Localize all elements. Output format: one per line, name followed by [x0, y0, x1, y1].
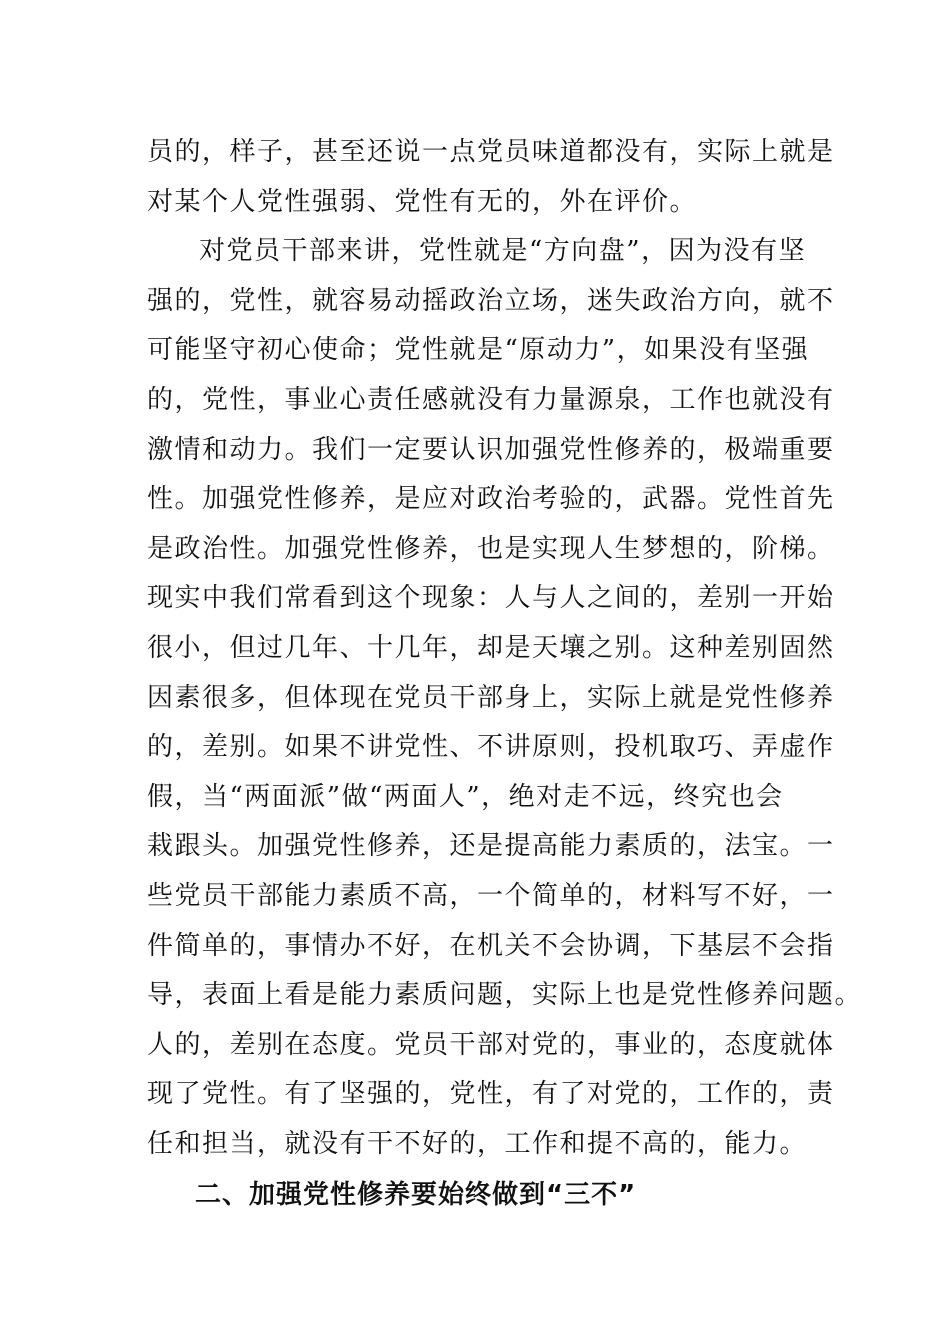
text-line: 性。加强党性修养，是应对政治考验的，武器。党性首先 — [147, 484, 835, 515]
text-line: 些党员干部能力素质不高，一个简单的，材料写不好，一 — [147, 880, 835, 911]
text-line: 人的，差别在态度。党员干部对党的，事业的，态度就体 — [147, 1029, 835, 1060]
text-line: 导，表面上看是能力素质问题，实际上也是党性修养问题。 — [147, 980, 863, 1011]
text-line: 现了党性。有了坚强的，党性，有了对党的，工作的，责 — [147, 1079, 835, 1110]
text-line: 强的，党性，就容易动摇政治立场，迷失政治方向，就不 — [147, 285, 835, 316]
text-line: 是政治性。加强党性修养，也是实现人生梦想的，阶梯。 — [147, 533, 835, 564]
text-line: 很小，但过几年、十几年，却是天壤之别。这种差别固然 — [147, 632, 835, 663]
paragraph-start-line: 对党员干部来讲，党性就是“方向盘”，因为没有坚 — [199, 236, 807, 267]
text-line: 件简单的，事情办不好，在机关不会协调，下基层不会指 — [147, 930, 835, 961]
text-line: 员的，样子，甚至还说一点党员味道都没有，实际上就是 — [147, 137, 835, 167]
text-line: 栽跟头。加强党性修养，还是提高能力素质的，法宝。一 — [147, 831, 835, 862]
text-line: 可能坚守初心使命；党性就是“原动力”，如果没有坚强 — [147, 335, 810, 366]
text-line: 激情和动力。我们一定要认识加强党性修养的，极端重要 — [147, 434, 835, 465]
text-line: 现实中我们常看到这个现象：人与人之间的，差别一开始 — [147, 583, 835, 614]
text-line: 对某个人党性强弱、党性有无的，外在评价。 — [147, 186, 698, 217]
text-line: 任和担当，就没有干不好的，工作和提不高的，能力。 — [147, 1128, 808, 1159]
body-text — [147, 128, 863, 1169]
text-line: 的，差别。如果不讲党性、不讲原则，投机取巧、弄虚作 — [147, 732, 835, 763]
text-line: 因素很多，但体现在党员干部身上，实际上就是党性修养 — [147, 682, 835, 713]
text-line: 的，党性，事业心责任感就没有力量源泉，工作也就没有 — [147, 384, 835, 415]
text-line: 假，当“两面派”做“两面人”，绝对走不远，终究也会 — [147, 781, 784, 812]
section-heading: 二、加强党性修养要始终做到“三不” — [195, 1180, 637, 1210]
